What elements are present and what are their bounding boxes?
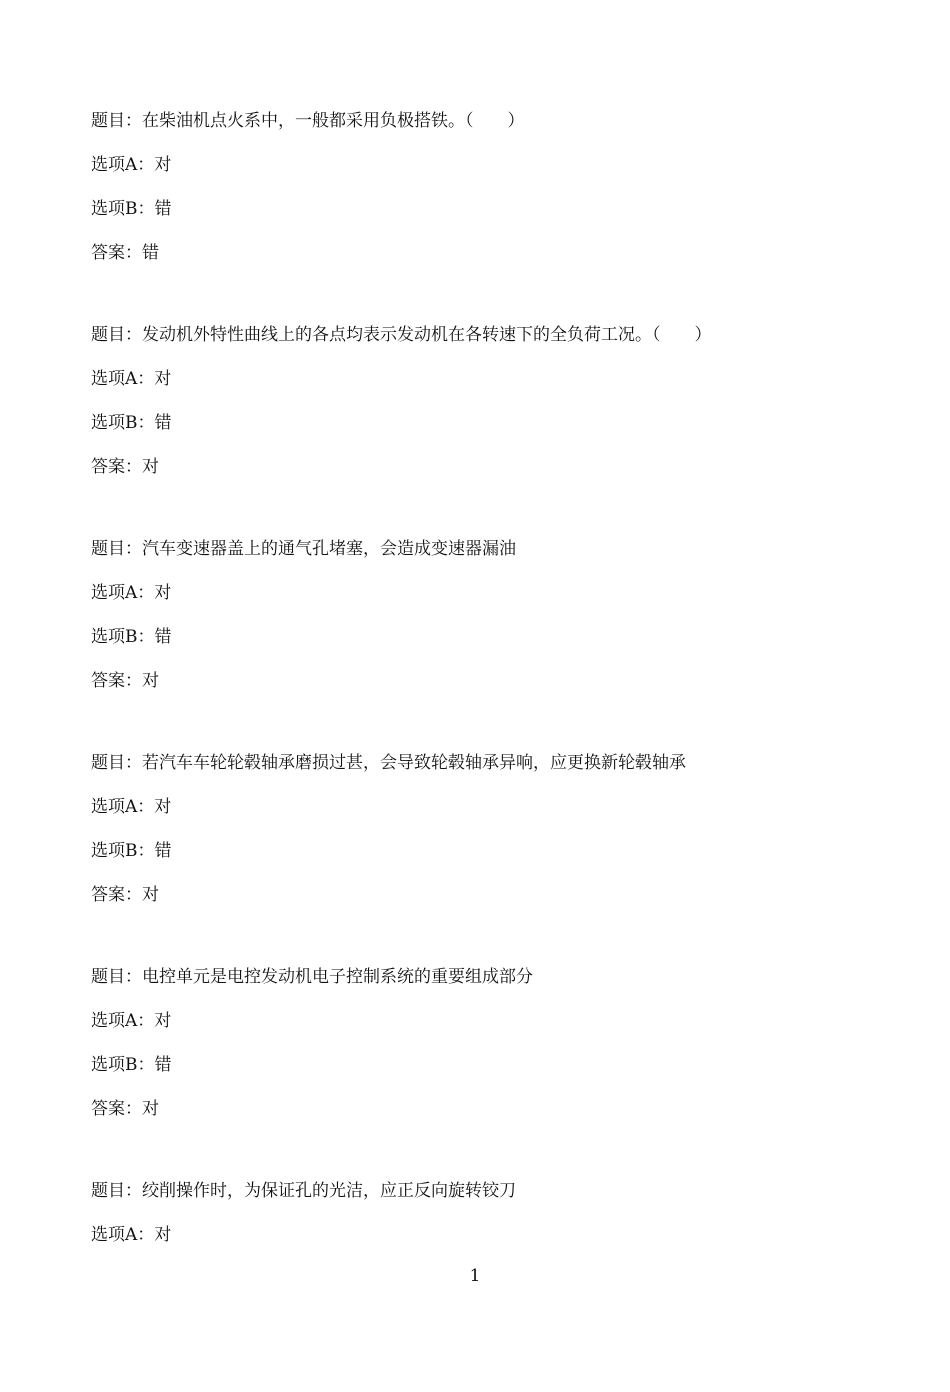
answer: 答案：错 xyxy=(91,243,159,263)
question-text: 题目：发动机外特性曲线上的各点均表示发动机在各转速下的全负荷工况。（ ） xyxy=(91,325,712,345)
question-block xyxy=(91,108,891,322)
option-a: 选项A：对 xyxy=(91,797,172,817)
question-text: 题目：在柴油机点火系中，一般都采用负极搭铁。（ ） xyxy=(91,111,525,131)
option-b: 选项B：错 xyxy=(91,199,172,219)
option-a: 选项A：对 xyxy=(91,1011,172,1031)
answer: 答案：对 xyxy=(91,671,159,691)
question-block xyxy=(91,322,891,536)
question-text: 题目：绞削操作时，为保证孔的光洁，应正反向旋转铰刀 xyxy=(91,1181,516,1201)
answer: 答案：对 xyxy=(91,457,159,477)
option-b: 选项B：错 xyxy=(91,841,172,861)
question-block xyxy=(91,964,891,1178)
option-b: 选项B：错 xyxy=(91,413,172,433)
option-a: 选项A：对 xyxy=(91,1225,172,1245)
option-a: 选项A：对 xyxy=(91,369,172,389)
page-number: 1 xyxy=(469,1266,481,1286)
option-b: 选项B：错 xyxy=(91,1055,172,1075)
question-text: 题目：电控单元是电控发动机电子控制系统的重要组成部分 xyxy=(91,967,533,987)
option-a: 选项A：对 xyxy=(91,583,172,603)
question-block xyxy=(91,750,891,964)
answer: 答案：对 xyxy=(91,1099,159,1119)
question-list xyxy=(91,108,891,1392)
question-text: 题目：汽车变速器盖上的通气孔堵塞，会造成变速器漏油 xyxy=(91,539,516,559)
question-text: 题目：若汽车车轮轮毂轴承磨损过甚，会导致轮毂轴承异响，应更换新轮毂轴承 xyxy=(91,753,686,773)
question-block xyxy=(91,536,891,750)
option-a: 选项A：对 xyxy=(91,155,172,175)
option-b: 选项B：错 xyxy=(91,627,172,647)
answer: 答案：对 xyxy=(91,885,159,905)
